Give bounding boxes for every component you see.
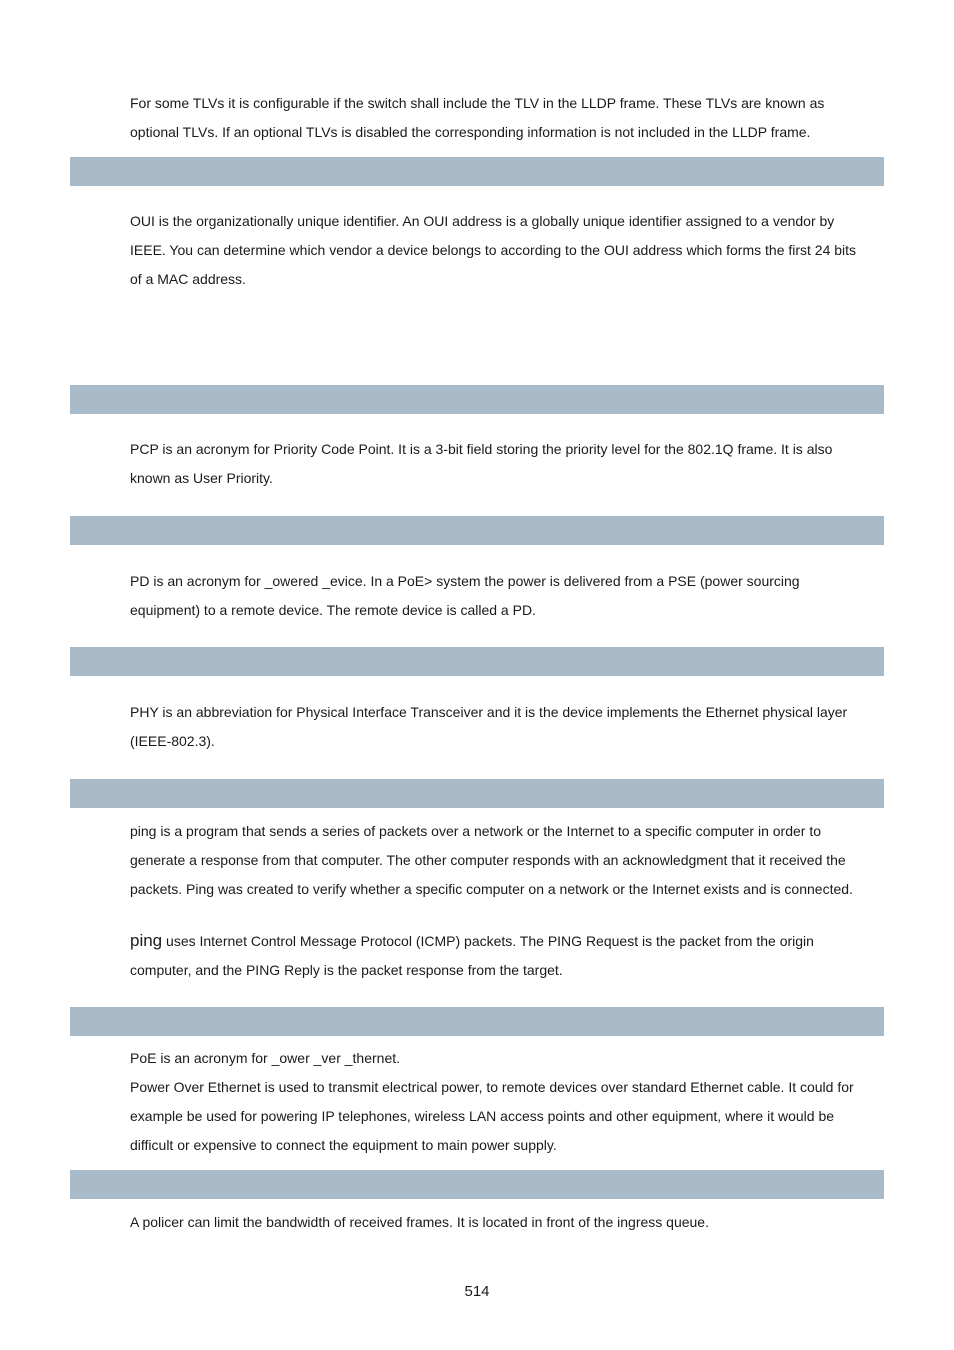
section-header-bar [70, 779, 884, 808]
text-line: known as User Priority. [130, 470, 273, 486]
section-header-bar [70, 1007, 884, 1036]
pd-paragraph [130, 567, 886, 625]
text-line: Power Over Ethernet is used to transmit electrical power, to remote devices over standard Ethernet cable. It could for [130, 1079, 854, 1095]
text-line: ping is a program that sends a series of packets over a network or the Internet to a specific computer in order to [130, 823, 822, 839]
section-header-bar [70, 385, 884, 414]
section-header-bar [70, 647, 884, 676]
text-line: PHY is an abbreviation for Physical Interface Transceiver and it is the device implements the Ethernet physical layer [130, 704, 848, 720]
text-line: generate a response from that computer. The other computer responds with an acknowledgment that it received the [130, 852, 846, 868]
text-line: computer, and the PING Reply is the packet response from the target. [130, 962, 563, 978]
section-header-bar [70, 1170, 884, 1199]
text-line: equipment) to a remote device. The remote device is called a PD. [130, 602, 536, 618]
text-line: difficult or expensive to connect the equipment to main power supply. [130, 1137, 557, 1153]
text-line: packets. Ping was created to verify whether a specific computer on a network or the Internet exists and is connected. [130, 881, 853, 897]
text-line: PoE is an acronym for _ower _ver _thernet. [130, 1050, 401, 1066]
text-line [130, 926, 886, 956]
text-run: uses Internet Control Message Protocol (ICMP) packets. The PING Request is the packet from the origin [162, 933, 814, 949]
section-header-bar [70, 516, 884, 545]
text-line: example be used for powering IP telephones, wireless LAN access points and other equipment, where it would be [130, 1108, 835, 1124]
text-line: (IEEE-802.3). [130, 733, 215, 749]
text-line: optional TLVs. If an optional TLVs is disabled the corresponding information is not included in the LLDP frame. [130, 124, 811, 140]
poe-paragraph [130, 1044, 886, 1160]
ping-term: ping [130, 931, 163, 950]
text-line: PCP is an acronym for Priority Code Point. It is a 3-bit field storing the priority level for the 802.1Q frame. It is also [130, 441, 833, 457]
policer-paragraph [130, 1208, 886, 1237]
ping-icmp-paragraph [130, 926, 886, 985]
pcp-paragraph [130, 435, 886, 493]
text-line: PD is an acronym for _owered _evice. In a PoE> system the power is delivered from a PSE (power sourcing [130, 573, 800, 589]
text-line: IEEE. You can determine which vendor a device belongs to according to the OUI address which forms the first 24 bits [130, 242, 857, 258]
oui-paragraph [130, 207, 886, 294]
phy-paragraph [130, 698, 886, 756]
ping-paragraph [130, 817, 886, 904]
page-number: 514 [464, 1283, 490, 1300]
text-line: OUI is the organizationally unique identifier. An OUI address is a globally unique identifier assigned to a vendor by [130, 213, 835, 229]
text-line: A policer can limit the bandwidth of received frames. It is located in front of the ingress queue. [130, 1214, 709, 1230]
text-line: For some TLVs it is configurable if the switch shall include the TLV in the LLDP frame. These TLVs are known as [130, 95, 825, 111]
tlv-intro-paragraph [130, 89, 886, 147]
section-header-bar [70, 157, 884, 186]
text-line: of a MAC address. [130, 271, 246, 287]
